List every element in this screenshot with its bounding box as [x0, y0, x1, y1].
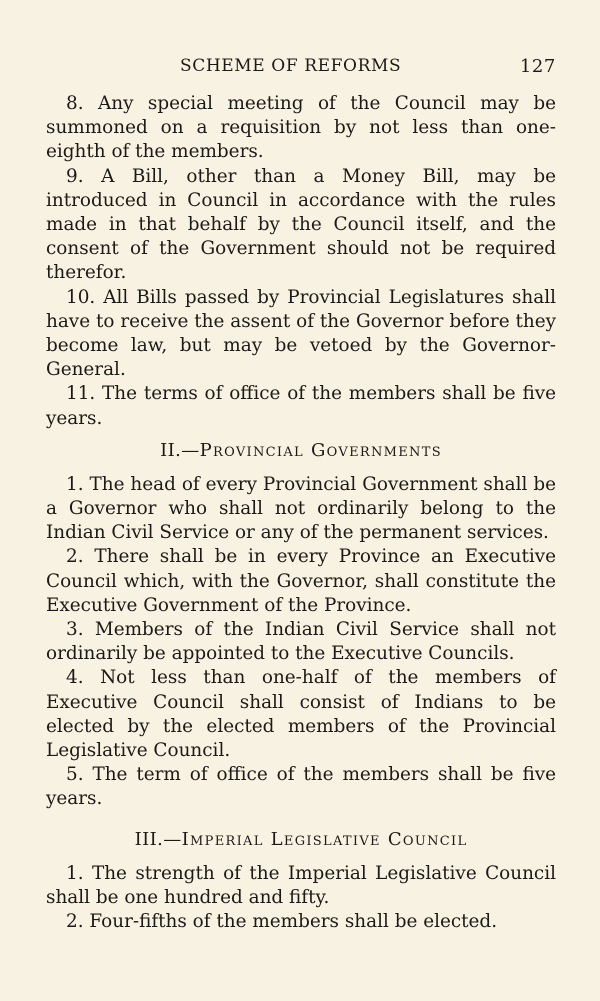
- paragraph-4: 4. Not less than one-half of the members of Executive Council shall consist of Indians to be elected by the elected members of the Provincial Legislative Council.: [46, 667, 556, 762]
- section-heading-provincial-governments: [46, 439, 556, 463]
- section-heading-imperial-legislative-council: [46, 828, 556, 852]
- paragraph-10: 10. All Bills passed by Provincial Legislatures shall have to receive the assent of the Governor before they become law, but may be vetoed by the Governor-General.: [46, 286, 556, 381]
- paragraph-11: 11. The terms of office of the members shall be five years.: [46, 383, 556, 429]
- paragraph-8: 8. Any special meeting of the Council may be summoned on a requisition by not less than one-eighth of the members.: [46, 93, 556, 163]
- section-numeral: III.—: [134, 828, 182, 850]
- top-paragraphs: [46, 92, 556, 431]
- paragraph-1: 1. The head of every Provincial Government shall be a Governor who shall not ordinarily belong to the Indian Civil Service or any of the permanent services.: [46, 473, 556, 544]
- paragraph-2: 2. Four-fifths of the members shall be elected.: [66, 911, 498, 933]
- section-title: Imperial Legislative Council: [181, 828, 468, 850]
- section-numeral: II.—: [160, 439, 200, 461]
- imperial-legislative-council-section: [46, 862, 556, 935]
- running-title: SCHEME OF REFORMS: [180, 56, 402, 76]
- section-title: Provincial Governments: [199, 439, 442, 461]
- provincial-governments-section: [46, 473, 556, 812]
- paragraph-2: 2. There shall be in every Province an Executive Council which, with the Governor, shall constitute the Executive Government of the Province.: [46, 546, 556, 616]
- paragraph-9: 9. A Bill, other than a Money Bill, may be introduced in Council in accordance with the rules made in that behalf by the Council itself, and the consent of the Government should not be required therefor.: [46, 165, 556, 284]
- page-number: 127: [519, 56, 556, 77]
- paragraph-3: 3. Members of the Indian Civil Service shall not ordinarily be appointed to the Executive Councils.: [46, 619, 556, 665]
- paragraph-1: 1. The strength of the Imperial Legislative Council shall be one hundred and fifty.: [46, 862, 556, 908]
- paragraph-5: 5. The term of office of the members shall be five years.: [46, 764, 556, 810]
- running-head: [46, 50, 556, 82]
